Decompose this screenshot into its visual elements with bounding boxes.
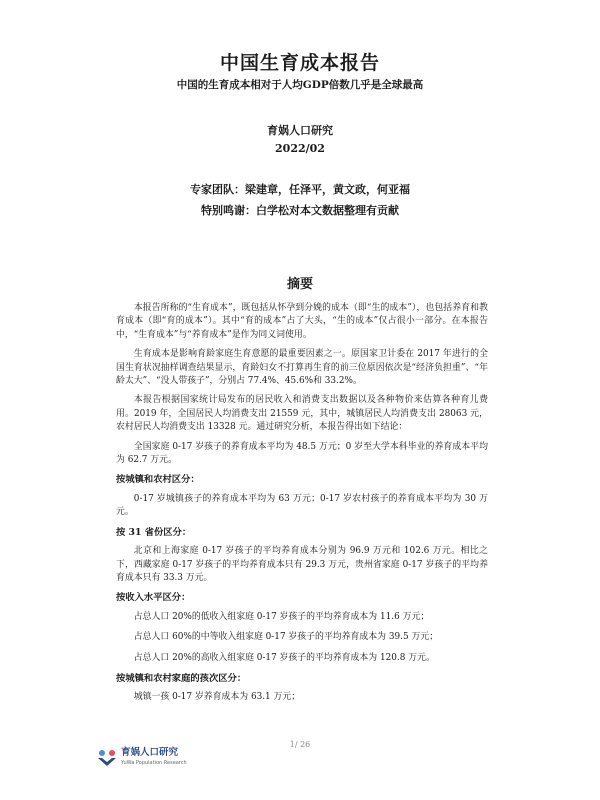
logo-english-name: YuWa Population Research <box>121 760 187 766</box>
abstract-paragraph-2: 生育成本是影响育龄家庭生育意愿的最重要因素之一。原国家卫计委在 2017 年进行的全国生育状况抽样调查结果显示，育龄妇女不打算再生育的前三位原因依次是“经济负担重”、“年龄太大”、“没人带孩子”，分别占 77.4%、45.6%和 33.2%。 <box>116 349 488 387</box>
section-heading-income: 按收入水平区分： <box>116 592 191 604</box>
income-line-middle: 占总人口 60%的中等收入组家庭 0-17 岁孩子的平均养育成本为 39.5 万元； <box>133 632 439 643</box>
abstract-paragraph-3: 本报告根据国家统计局发布的居民收入和消费支出数据以及各种物价来估算各种育儿费用。2019 年，全国居民人均消费支出 21559 元，其中，城镇居民人均消费支出 28063 元，农村居民人均消费支出 13328 元。通过研究分析，本报告得出如下结论： <box>116 395 488 433</box>
abstract-paragraph-5: 0-17 岁城镇孩子的养育成本平均为 63 万元；0-17 岁农村孩子的养育成本平均为 30 万元。 <box>116 493 488 518</box>
section-heading-birth-order: 按城镇和农村家庭的孩次区分： <box>116 672 247 684</box>
footer-logo <box>97 748 187 768</box>
income-line-high: 占总人口 20%的高收入组家庭 0-17 岁孩子的平均养育成本为 120.8 万元。 <box>133 652 435 663</box>
income-line-low: 占总人口 20%的低收入组家庭 0-17 岁孩子的平均养育成本为 11.6 万元； <box>133 611 430 622</box>
abstract-paragraph-6: 北京和上海家庭 0-17 岁孩子的平均养育成本分别为 96.9 万元和 102.6 万元。相比之下，西藏家庭 0-17 岁孩子的平均养育成本只有 29.3 万元，贵州省家庭 0-17 岁孩子的平均养育成本只有 33.3 万元。 <box>116 546 488 583</box>
page-number: 1/ 26 <box>289 740 311 749</box>
organization-name: 育娲人口研究 <box>267 124 333 137</box>
report-date: 2022/02 <box>275 142 325 155</box>
section-heading-urban-rural: 按城镇和农村区分： <box>116 474 200 486</box>
acknowledgement: 特别鸣谢：白学松对本文数据整理有贡献 <box>201 204 399 217</box>
abstract-paragraph-4: 全国家庭 0-17 岁孩子的养育成本平均为 48.5 万元；0 岁至大学本科毕业的养育成本平均为 62.7 万元。 <box>116 441 488 466</box>
abstract-paragraph-1: 本报告所称的“生育成本”，既包括从怀孕到分娩的成本（即“生的成本”），也包括养育和教育成本（即“育的成本”）。其中“育的成本”占了大头，“生的成本”仅占很小一部分。在本报告中，“生育成本”与“养育成本”是作为同义词使用。 <box>116 303 488 340</box>
report-subtitle: 中国的生育成本相对于人均GDP倍数几乎是全球最高 <box>176 79 424 91</box>
yuwa-logo-icon <box>97 749 117 767</box>
expert-team: 专家团队：梁建章，任泽平，黄文政，何亚福 <box>190 183 410 196</box>
report-title: 中国生育成本报告 <box>219 52 380 74</box>
abstract-body <box>116 302 488 712</box>
logo-chinese-name: 育娲人口研究 <box>121 747 179 758</box>
birth-order-line-1: 城镇一孩 0-17 岁养育成本为 63.1 万元； <box>133 692 301 703</box>
abstract-heading: 摘要 <box>286 277 313 292</box>
section-heading-provinces: 按 31 省份区分： <box>116 526 192 538</box>
